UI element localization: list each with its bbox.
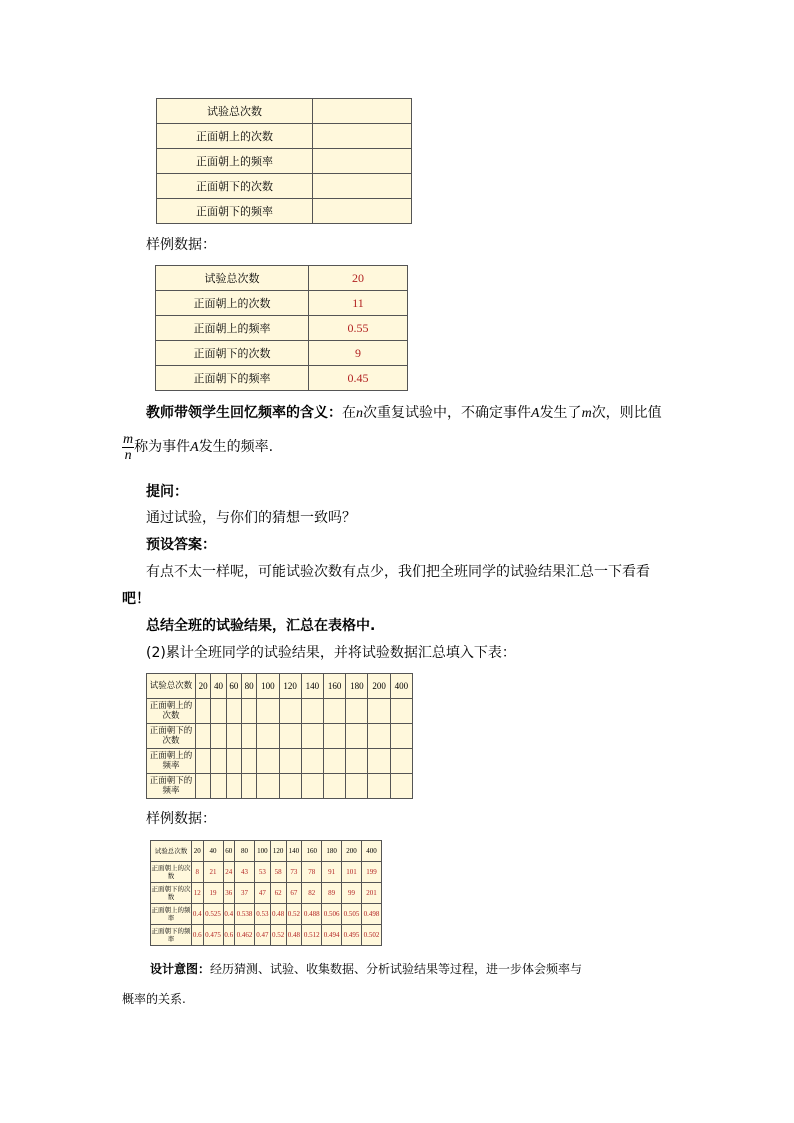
empty-cell [390,699,412,724]
value-cell: 0.488 [302,904,322,925]
row-label: 正面朝下的频率 [156,366,309,391]
row-label: 正面朝上的次数 [151,862,192,883]
sample-label-1: 样例数据： [146,237,216,253]
empty-cell [257,699,279,724]
answer-line1: 有点不太一样呢，可能试验次数有点少，我们把全班同学的试验结果汇总一下看看 [146,564,650,580]
table-row [157,99,412,124]
table-row [151,862,382,883]
table-row [147,749,413,774]
value-cell: 0.52 [286,904,302,925]
row-label: 正面朝下的频率 [151,925,192,946]
value-cell: 53 [255,862,271,883]
row-value: 0.45 [309,366,408,391]
frequency-definition-line2: $\frac{m}{n}$ 称为事件A发生的频率. [123,432,274,463]
value-cell: 91 [322,862,342,883]
row-label: 正面朝上的次数 [156,291,309,316]
value-cell: 82 [302,883,322,904]
value-cell: 0.48 [270,904,286,925]
empty-cell [211,774,226,799]
row-label: 正面朝上的频率 [147,749,196,774]
total-cell: 40 [211,674,226,699]
total-cell: 200 [342,841,362,862]
row-label: 正面朝上的频率 [156,316,309,341]
total-cell: 40 [203,841,223,862]
value-cell: 58 [270,862,286,883]
value-cell: 0.494 [322,925,342,946]
row-value: 11 [309,291,408,316]
header-row [147,674,413,699]
value-cell: 62 [270,883,286,904]
class-summary-table [146,673,413,799]
empty-cell [390,774,412,799]
table-row [156,316,408,341]
total-cell: 60 [226,674,241,699]
sample-record-table [155,265,408,391]
total-cell: 120 [279,674,301,699]
total-cell: 20 [196,674,211,699]
table-row [147,699,413,724]
empty-cell [279,749,301,774]
table-row [147,724,413,749]
table-row [156,266,408,291]
empty-cell [313,124,412,149]
row-label: 正面朝下的次数 [157,174,313,199]
value-cell: 0.47 [255,925,271,946]
header-label: 试验总次数 [151,841,192,862]
value-cell: 99 [342,883,362,904]
total-cell: 160 [324,674,346,699]
frequency-definition: 教师带领学生回忆频率的含义：在n次重复试验中，不确定事件A发生了m次，则比值 [146,405,662,421]
value-cell: 0.538 [235,904,255,925]
value-cell: 12 [192,883,204,904]
value-cell: 201 [361,883,381,904]
empty-cell [346,724,368,749]
value-cell: 199 [361,862,381,883]
row-label: 正面朝上的频率 [151,904,192,925]
empty-cell [211,724,226,749]
value-cell: 36 [223,883,235,904]
empty-cell [211,699,226,724]
value-cell: 0.53 [255,904,271,925]
value-cell: 43 [235,862,255,883]
value-cell: 0.502 [361,925,381,946]
empty-record-table [156,98,412,224]
empty-cell [346,774,368,799]
row-label: 正面朝下的次数 [156,341,309,366]
ratio-fraction: $\frac{m}{n}$ [123,432,134,463]
table-row [156,291,408,316]
empty-cell [390,749,412,774]
empty-cell [301,749,323,774]
empty-cell [346,749,368,774]
value-cell: 21 [203,862,223,883]
definition-lead: 教师带领学生回忆频率的含义： [146,405,342,421]
question-label: 提问： [146,484,188,500]
total-cell: 400 [390,674,412,699]
empty-cell [279,699,301,724]
empty-cell [241,749,256,774]
value-cell: 78 [302,862,322,883]
empty-cell [324,749,346,774]
empty-cell [196,749,211,774]
empty-cell [301,699,323,724]
class-sample-table [150,840,382,946]
header-label: 试验总次数 [147,674,196,699]
total-cell: 400 [361,841,381,862]
answer-label: 预设答案： [146,537,216,553]
total-cell: 160 [302,841,322,862]
value-cell: 37 [235,883,255,904]
empty-cell [368,699,390,724]
row-label: 正面朝下的频率 [157,199,313,224]
empty-cell [301,774,323,799]
answer-line2: 吧！ [122,591,150,607]
table-row [151,925,382,946]
table-row [151,883,382,904]
empty-cell [257,724,279,749]
table-row [151,904,382,925]
row-label: 正面朝下的频率 [147,774,196,799]
value-cell: 0.512 [302,925,322,946]
table-row [147,774,413,799]
table-row [157,174,412,199]
empty-cell [324,774,346,799]
value-cell: 0.6 [223,925,235,946]
empty-cell [196,699,211,724]
empty-cell [324,699,346,724]
empty-cell [324,724,346,749]
empty-cell [313,149,412,174]
empty-cell [368,724,390,749]
empty-cell [226,749,241,774]
empty-cell [241,774,256,799]
value-cell: 0.475 [203,925,223,946]
header-row [151,841,382,862]
empty-cell [368,749,390,774]
empty-cell [390,724,412,749]
value-cell: 101 [342,862,362,883]
value-cell: 0.4 [223,904,235,925]
empty-cell [196,774,211,799]
empty-cell [241,699,256,724]
total-cell: 20 [192,841,204,862]
value-cell: 67 [286,883,302,904]
total-cell: 180 [346,674,368,699]
row-label: 试验总次数 [157,99,313,124]
empty-cell [279,774,301,799]
empty-cell [226,724,241,749]
total-cell: 100 [255,841,271,862]
value-cell: 0.52 [270,925,286,946]
empty-cell [196,724,211,749]
value-cell: 19 [203,883,223,904]
row-label: 正面朝下的次数 [151,883,192,904]
empty-cell [257,749,279,774]
table-row [156,341,408,366]
table-row [157,199,412,224]
empty-cell [241,724,256,749]
empty-cell [226,699,241,724]
total-cell: 80 [241,674,256,699]
total-cell: 120 [270,841,286,862]
total-cell: 140 [286,841,302,862]
empty-cell [313,99,412,124]
row-value: 0.55 [309,316,408,341]
value-cell: 8 [192,862,204,883]
summary-heading: 总结全班的试验结果，汇总在表格中. [146,618,376,634]
total-cell: 100 [257,674,279,699]
design-intent-label: 设计意图： [150,962,211,976]
row-label: 正面朝上的频率 [157,149,313,174]
value-cell: 0.498 [361,904,381,925]
value-cell: 0.506 [322,904,342,925]
total-cell: 200 [368,674,390,699]
empty-cell [211,749,226,774]
empty-cell [313,174,412,199]
row-label: 正面朝下的次数 [147,724,196,749]
row-label: 正面朝上的次数 [147,699,196,724]
design-intent: 设计意图：经历猜测、试验、收集数据、分析试验结果等过程，进一步体会频率与 [150,962,583,976]
total-cell: 180 [322,841,342,862]
table-row [157,124,412,149]
row-value: 9 [309,341,408,366]
question-text: 通过试验，与你们的猜想一致吗？ [146,510,356,526]
value-cell: 73 [286,862,302,883]
row-label: 正面朝上的次数 [157,124,313,149]
total-cell: 140 [301,674,323,699]
value-cell: 0.525 [203,904,223,925]
design-intent-line2: 概率的关系. [122,992,186,1006]
empty-cell [346,699,368,724]
row-value: 20 [309,266,408,291]
value-cell: 0.4 [192,904,204,925]
value-cell: 0.6 [192,925,204,946]
sample-label-2: 样例数据： [146,811,216,827]
step-2-instruction: (2)累计全班同学的试验结果，并将试验数据汇总填入下表： [146,645,516,661]
empty-cell [313,199,412,224]
value-cell: 47 [255,883,271,904]
value-cell: 0.505 [342,904,362,925]
value-cell: 0.48 [286,925,302,946]
empty-cell [279,724,301,749]
total-cell: 60 [223,841,235,862]
value-cell: 0.495 [342,925,362,946]
table-row [156,366,408,391]
empty-cell [257,774,279,799]
empty-cell [301,724,323,749]
value-cell: 89 [322,883,342,904]
value-cell: 24 [223,862,235,883]
value-cell: 0.462 [235,925,255,946]
empty-cell [226,774,241,799]
total-cell: 80 [235,841,255,862]
row-label: 试验总次数 [156,266,309,291]
empty-cell [368,774,390,799]
table-row [157,149,412,174]
